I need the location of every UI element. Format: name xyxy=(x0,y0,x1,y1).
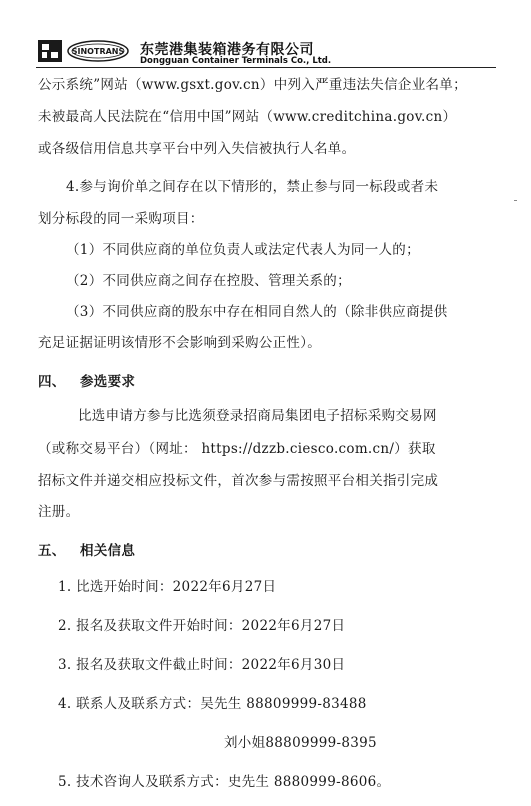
paragraph-line: 未被最高人民法院在“信用中国”网站（www.creditchina.gov.cn） xyxy=(38,109,457,125)
list-item: 4. 联系人及联系方式：吴先生 88809999-83488 xyxy=(58,696,367,712)
sinotrans-logo xyxy=(66,40,130,62)
scan-mark xyxy=(514,200,517,201)
list-item: 1. 比选开始时间：2022年6月27日 xyxy=(58,579,277,595)
company-name-cn: 东莞港集装箱港务有限公司 xyxy=(140,42,314,58)
list-item-continued: 刘小姐88809999-8395 xyxy=(224,735,377,751)
paragraph-line: 注册。 xyxy=(38,504,80,520)
section-title: 相关信息 xyxy=(80,543,136,559)
section-number: 四、 xyxy=(38,374,66,390)
list-item: （3）不同供应商的股东中存在相同自然人的（除非供应商提供 xyxy=(66,304,448,320)
letterhead xyxy=(0,0,531,64)
header-divider xyxy=(36,67,496,68)
section-title: 参选要求 xyxy=(80,374,136,390)
list-item: 5. 技术咨询人及联系方式：史先生 8880999-8606。 xyxy=(58,774,391,790)
paragraph-line: 划分标段的同一采购项目： xyxy=(38,211,204,227)
paragraph-line: （或称交易平台）（网址： https://dzzb.ciesco.com.cn/）获取 xyxy=(38,441,436,457)
section-number: 五、 xyxy=(38,543,66,559)
logo-text: SINOTRANS xyxy=(71,47,125,56)
company-name-en: Dongguan Container Terminals Co., Ltd. xyxy=(140,56,332,66)
list-item: （2）不同供应商之间存在控股、管理关系的； xyxy=(66,273,351,289)
list-item: （1）不同供应商的单位负责人或法定代表人为同一人的； xyxy=(66,242,420,258)
paragraph-line: 招标文件并递交相应投标文件，首次参与需按照平台相关指引完成 xyxy=(38,473,439,489)
paragraph-line: 4.参与询价单之间存在以下情形的，禁止参与同一标段或者未 xyxy=(66,179,439,195)
company-logo-icon xyxy=(38,40,62,62)
paragraph-line: 充足证据证明该情形不会影响到采购公正性）。 xyxy=(38,335,322,351)
list-item: 2. 报名及获取文件开始时间：2022年6月27日 xyxy=(58,618,346,634)
list-item: 3. 报名及获取文件截止时间：2022年6月30日 xyxy=(58,657,346,673)
paragraph-line: 或各级信用信息共享平台中列入失信被执行人名单。 xyxy=(38,141,356,157)
paragraph-line: 比选申请方参与比选须登录招商局集团电子招标采购交易网 xyxy=(78,408,437,424)
paragraph-line: 公示系统”网站（www.gsxt.gov.cn）中列入严重违法失信企业名单； xyxy=(38,77,467,93)
